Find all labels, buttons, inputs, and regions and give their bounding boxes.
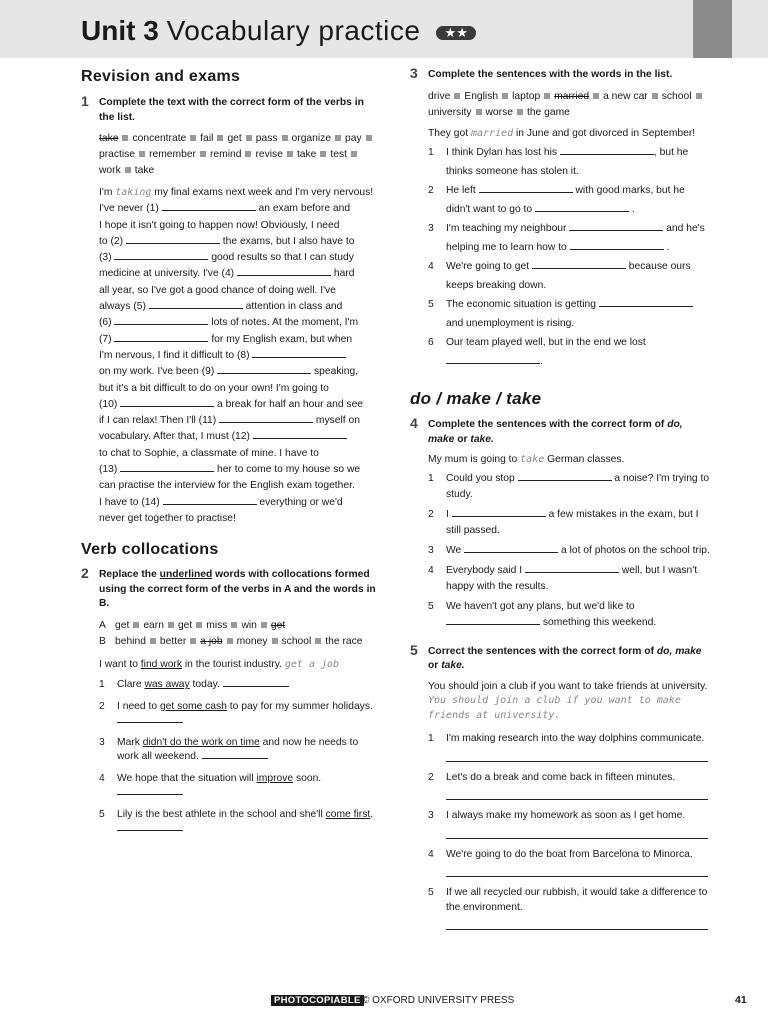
exercise-items — [428, 471, 710, 631]
answer-blank — [525, 564, 619, 573]
text-line: if I can relax! Then I'll (11) myself on — [99, 415, 360, 427]
separator-square — [652, 93, 658, 99]
separator-square — [190, 638, 196, 644]
word-list — [99, 131, 381, 179]
word-item: practise — [99, 149, 136, 160]
exercise-3 — [410, 65, 710, 371]
list-item: 3 Mark didn't do the work on time and now he needs to work all weekend. — [99, 736, 359, 763]
word-item: win — [241, 619, 257, 631]
word-item: a job — [200, 635, 223, 647]
item-text: We're going to do the boat from Barcelona to Minorca. — [446, 848, 693, 860]
answer-blank — [114, 251, 208, 260]
word-item: school — [281, 635, 312, 647]
section-title-do-make-take: do / make / take — [410, 389, 542, 408]
item-number: 5 — [428, 887, 434, 898]
section-title-collocations: Verb collocations — [81, 541, 219, 559]
word-item: organize — [291, 133, 332, 144]
section-title-revision: Revision and exams — [81, 68, 241, 85]
answer-blank — [464, 544, 558, 553]
word-item: miss — [206, 619, 228, 631]
text-line: I'm taking my final exams next week and I'm very nervous! — [99, 187, 374, 198]
answer-blank — [452, 508, 546, 517]
answer-blank — [163, 496, 257, 505]
word-item: revise — [255, 149, 283, 160]
separator-square — [476, 109, 482, 115]
example-text: They got — [428, 127, 469, 139]
word-item: English — [464, 90, 499, 102]
separator-square — [246, 135, 252, 141]
item-number: 3 — [428, 544, 434, 556]
example-answer: take — [520, 454, 545, 465]
answer-blank — [114, 333, 208, 342]
word-item: get — [115, 619, 130, 631]
separator-square — [125, 167, 131, 173]
item-number: 5 — [428, 299, 434, 310]
list-item: 2 I need to get some cash to pay for my summer holidays. — [99, 700, 381, 729]
unit-heading: Vocabulary practice — [166, 15, 421, 46]
answer-blank — [569, 222, 663, 231]
word-item: the race — [325, 635, 363, 647]
answer-blank — [253, 430, 347, 439]
example-underlined: find work — [140, 658, 182, 670]
word-item: take — [296, 149, 317, 160]
underlined-phrase: improve — [256, 772, 294, 784]
page-header — [0, 0, 768, 58]
separator-square — [287, 151, 293, 157]
list-item: 4 We're going to get because ours keeps breaking down. — [428, 257, 710, 295]
word-item: behind — [115, 635, 146, 647]
separator-square — [593, 93, 599, 99]
item-number: 5 — [428, 600, 434, 612]
separator-square — [227, 638, 233, 644]
answer-blank — [252, 349, 346, 358]
text-line: I'm nervous, I find it difficult to (8) — [99, 348, 381, 364]
list-item: 1 Clare was away today. — [99, 678, 381, 693]
list-item — [428, 732, 710, 762]
word-item: school — [661, 90, 692, 102]
word-item: better — [159, 635, 187, 647]
text-line: medicine at university. I've (4) hard — [99, 268, 355, 280]
list-item: 5 Lily is the best athlete in the school and she'll come first. — [99, 808, 381, 837]
example-text: in the tourist industry. — [184, 658, 282, 670]
separator-square — [544, 93, 550, 99]
text-line: can practise the interview for the English exam together. — [99, 480, 355, 492]
answer-blank — [446, 355, 540, 364]
separator-square — [272, 638, 278, 644]
answer-blank — [223, 678, 289, 687]
word-item: take — [99, 133, 119, 144]
separator-square — [351, 151, 357, 157]
text-line: (3) good results so that I can study — [99, 252, 354, 264]
separator-square — [231, 622, 237, 628]
word-item: pay — [345, 133, 362, 144]
answer-blank — [162, 202, 256, 211]
exercise-number: 4 — [410, 415, 418, 431]
item-number: 1 — [428, 472, 434, 484]
word-item: the game — [526, 106, 570, 118]
answer-blank — [114, 316, 208, 325]
item-number: 1 — [99, 679, 105, 691]
list-item: 3 I'm teaching my neighbour and he's helping me to learn how to . — [428, 219, 710, 257]
answer-blank — [117, 786, 183, 795]
example-sentence — [99, 658, 381, 673]
list-item: 2 He left with good marks, but he didn't want to go to . — [428, 181, 710, 219]
list-item: 5 We haven't got any plans, but we'd like to something this weekend. — [428, 600, 657, 628]
underlined-phrase: didn't do the work on time — [142, 736, 260, 748]
item-number: 2 — [99, 700, 105, 712]
photocopiable-badge: PHOTOCOPIABLE — [271, 995, 364, 1006]
answer-line — [446, 915, 708, 930]
exercise-number: 2 — [81, 565, 89, 582]
list-item: 1 I think Dylan has lost his , but he thinks someone has stolen it. — [428, 143, 710, 181]
word-list — [428, 89, 710, 121]
answer-blank — [479, 184, 573, 193]
unit-number: Unit 3 — [81, 15, 159, 46]
word-item: get — [270, 619, 286, 631]
example-text: I want to — [99, 658, 138, 670]
exercise-4 — [410, 415, 710, 631]
text-line: I hope it isn't going to happen now! Obviously, I need — [99, 219, 340, 231]
answer-blank — [599, 298, 693, 307]
separator-square — [150, 638, 156, 644]
underlined-word: underlined — [159, 569, 213, 581]
separator-square — [217, 135, 223, 141]
answer-blank — [217, 365, 311, 374]
publisher-credit: © OXFORD UNIVERSITY PRESS — [362, 995, 515, 1006]
exercise-instruction: Complete the text with the correct form of the verbs in the list. — [99, 97, 364, 123]
page-number: 41 — [735, 994, 747, 1006]
word-item: a new car — [603, 90, 648, 102]
item-number: 3 — [428, 223, 434, 234]
item-number: 2 — [428, 771, 434, 783]
underlined-phrase: was away — [144, 679, 190, 691]
example-answer: married — [470, 127, 514, 139]
left-column — [81, 68, 381, 844]
answer-blank — [126, 235, 220, 244]
text-line: all year, so I've got a good chance of doing well. I've — [99, 284, 336, 296]
example-text: in June and got divorced in September! — [515, 127, 696, 139]
list-item: 2 I a few mistakes in the exam, but I still passed. — [428, 508, 699, 536]
exercise-2 — [81, 565, 381, 837]
word-list-a — [99, 618, 381, 634]
item-number: 6 — [428, 337, 434, 348]
text-line: (13) her to come to my house so we — [99, 464, 361, 476]
exercise-items — [428, 143, 710, 371]
answer-blank — [532, 260, 626, 269]
separator-square — [335, 135, 341, 141]
separator-square — [190, 135, 196, 141]
item-number: 3 — [99, 736, 105, 748]
answer-line — [446, 785, 708, 800]
text-line: but it's a bit difficult to do on your own! I'm going to — [99, 382, 329, 394]
list-item: 5 The economic situation is getting and unemployment is rising. — [428, 295, 710, 333]
text-line: to (2) the exams, but I also have to — [99, 235, 355, 247]
item-number: 1 — [428, 147, 434, 158]
exercise-instruction: Complete the sentences with the words in the list. — [428, 69, 673, 80]
example-answer: taking — [115, 187, 152, 198]
separator-square — [517, 109, 523, 115]
text-line: never get together to practise! — [99, 512, 236, 524]
separator-square — [133, 622, 139, 628]
exercise-items — [99, 678, 381, 837]
example-sentence — [428, 453, 710, 468]
item-number: 4 — [99, 772, 105, 784]
text-line: (10) a break for half an hour and see — [99, 398, 364, 410]
word-item: university — [428, 106, 472, 118]
word-item: remember — [149, 149, 196, 160]
word-item: money — [236, 635, 268, 647]
separator-square — [315, 638, 321, 644]
item-text: I'm making research into the way dolphins communicate. — [446, 733, 705, 744]
list-item — [428, 886, 710, 930]
answer-blank — [570, 241, 664, 250]
separator-square — [200, 151, 206, 157]
word-item: remind — [209, 149, 242, 160]
separator-square — [282, 135, 288, 141]
right-column — [410, 65, 710, 930]
list-item: 4 Everybody said I well, but I wasn't happy with the results. — [428, 564, 698, 592]
page-tab — [693, 0, 732, 58]
exercise-5 — [410, 641, 710, 931]
item-text: If we all recycled our rubbish, it would take a difference to the environment. — [446, 887, 708, 913]
answer-blank — [535, 203, 629, 212]
item-number: 3 — [428, 810, 434, 821]
answer-blank — [560, 146, 654, 155]
exercise-text — [99, 185, 381, 527]
word-item: married — [554, 90, 590, 102]
underlined-phrase: get some cash — [159, 700, 227, 712]
text-line: I've never (1) an exam before and — [99, 203, 351, 215]
text-line: always (5) attention in class and — [99, 301, 343, 313]
word-item: test — [330, 149, 348, 160]
word-item: get — [227, 133, 242, 144]
item-number: 1 — [428, 733, 434, 744]
separator-square — [196, 622, 202, 628]
exercise-instruction: Replace the underlined words with collocations formed using the correct form of the verbs in A and the words in B. — [99, 569, 376, 610]
example-answer: You should join a club if you want to make friends at university. — [428, 695, 681, 721]
item-number: 2 — [428, 185, 434, 196]
word-item: laptop — [512, 90, 541, 102]
separator-square — [245, 151, 251, 157]
list-label: A — [99, 619, 106, 631]
exercise-items — [428, 732, 710, 930]
answer-blank — [202, 750, 268, 759]
text-line: I have to (14) everything or we'd — [99, 496, 343, 508]
answer-blank — [237, 267, 331, 276]
separator-square — [261, 622, 267, 628]
exercise-1 — [81, 93, 381, 527]
separator-square — [320, 151, 326, 157]
separator-square — [366, 135, 372, 141]
answer-line — [446, 747, 708, 762]
item-number: 2 — [428, 508, 434, 520]
exercise-number: 3 — [410, 65, 418, 81]
word-item: pass — [255, 133, 278, 144]
separator-square — [502, 93, 508, 99]
list-item: 1 Could you stop a noise? I'm trying to study. — [428, 472, 710, 500]
exercise-number: 1 — [81, 93, 89, 109]
unit-title — [81, 14, 476, 48]
separator-square — [696, 93, 702, 99]
word-list-b — [99, 634, 381, 650]
item-number: 4 — [428, 261, 434, 272]
answer-blank — [120, 463, 214, 472]
exercise-number: 5 — [410, 641, 418, 658]
word-item: earn — [143, 619, 164, 631]
underlined-phrase: come first — [325, 808, 371, 820]
example-text: My mum is going to — [428, 454, 518, 465]
word-item: drive — [428, 90, 451, 102]
list-item — [428, 848, 710, 878]
item-number: 4 — [428, 848, 434, 860]
item-number: 4 — [428, 564, 434, 576]
list-item — [428, 771, 710, 801]
word-item: worse — [485, 106, 513, 118]
list-item — [428, 809, 710, 839]
word-item: get — [177, 619, 193, 631]
answer-blank — [149, 300, 243, 309]
list-item: 3 We a lot of photos on the school trip. — [428, 543, 710, 559]
separator-square — [168, 622, 174, 628]
word-item: work — [99, 165, 121, 176]
list-item: 6 Our team played well, but in the end we lost . — [428, 333, 710, 371]
answer-blank — [446, 616, 540, 625]
separator-square — [454, 93, 460, 99]
example-sentence — [428, 127, 710, 142]
exercise-instruction: Complete the sentences with the correct form of do, make or take. — [428, 419, 683, 445]
text-line: (7) for my English exam, but when — [99, 333, 353, 345]
answer-blank — [117, 822, 183, 831]
text-line: on my work. I've been (9) speaking, — [99, 366, 359, 378]
level-badge: ★★ — [436, 26, 476, 40]
example-text: German classes. — [547, 454, 625, 465]
word-item: fail — [200, 133, 214, 144]
text-line: vocabulary. After that, I must (12) — [99, 429, 381, 445]
word-item: take — [134, 165, 155, 176]
word-item: concentrate — [132, 133, 187, 144]
example-answer: get a job — [284, 658, 340, 670]
separator-square — [139, 151, 145, 157]
answer-blank — [117, 714, 183, 723]
answer-blank — [219, 414, 313, 423]
item-text: Let's do a break and come back in fifteen minutes. — [446, 771, 676, 783]
exercise-instruction: Correct the sentences with the correct form of do, make or take. — [428, 645, 702, 671]
answer-line — [446, 862, 708, 877]
list-label: B — [99, 635, 106, 647]
example-sentence: You should join a club if you want to take friends at university. — [428, 680, 708, 692]
separator-square — [122, 135, 128, 141]
item-text: I always make my homework as soon as I get home. — [446, 810, 686, 821]
answer-blank — [518, 472, 612, 481]
text-line: (6) lots of notes. At the moment, I'm — [99, 317, 359, 329]
list-item: 4 We hope that the situation will improve soon. — [99, 772, 381, 801]
answer-blank — [120, 398, 214, 407]
answer-line — [446, 824, 708, 839]
text-line: to chat to Sophie, a classmate of mine. I have to — [99, 447, 319, 459]
item-number: 5 — [99, 808, 105, 820]
